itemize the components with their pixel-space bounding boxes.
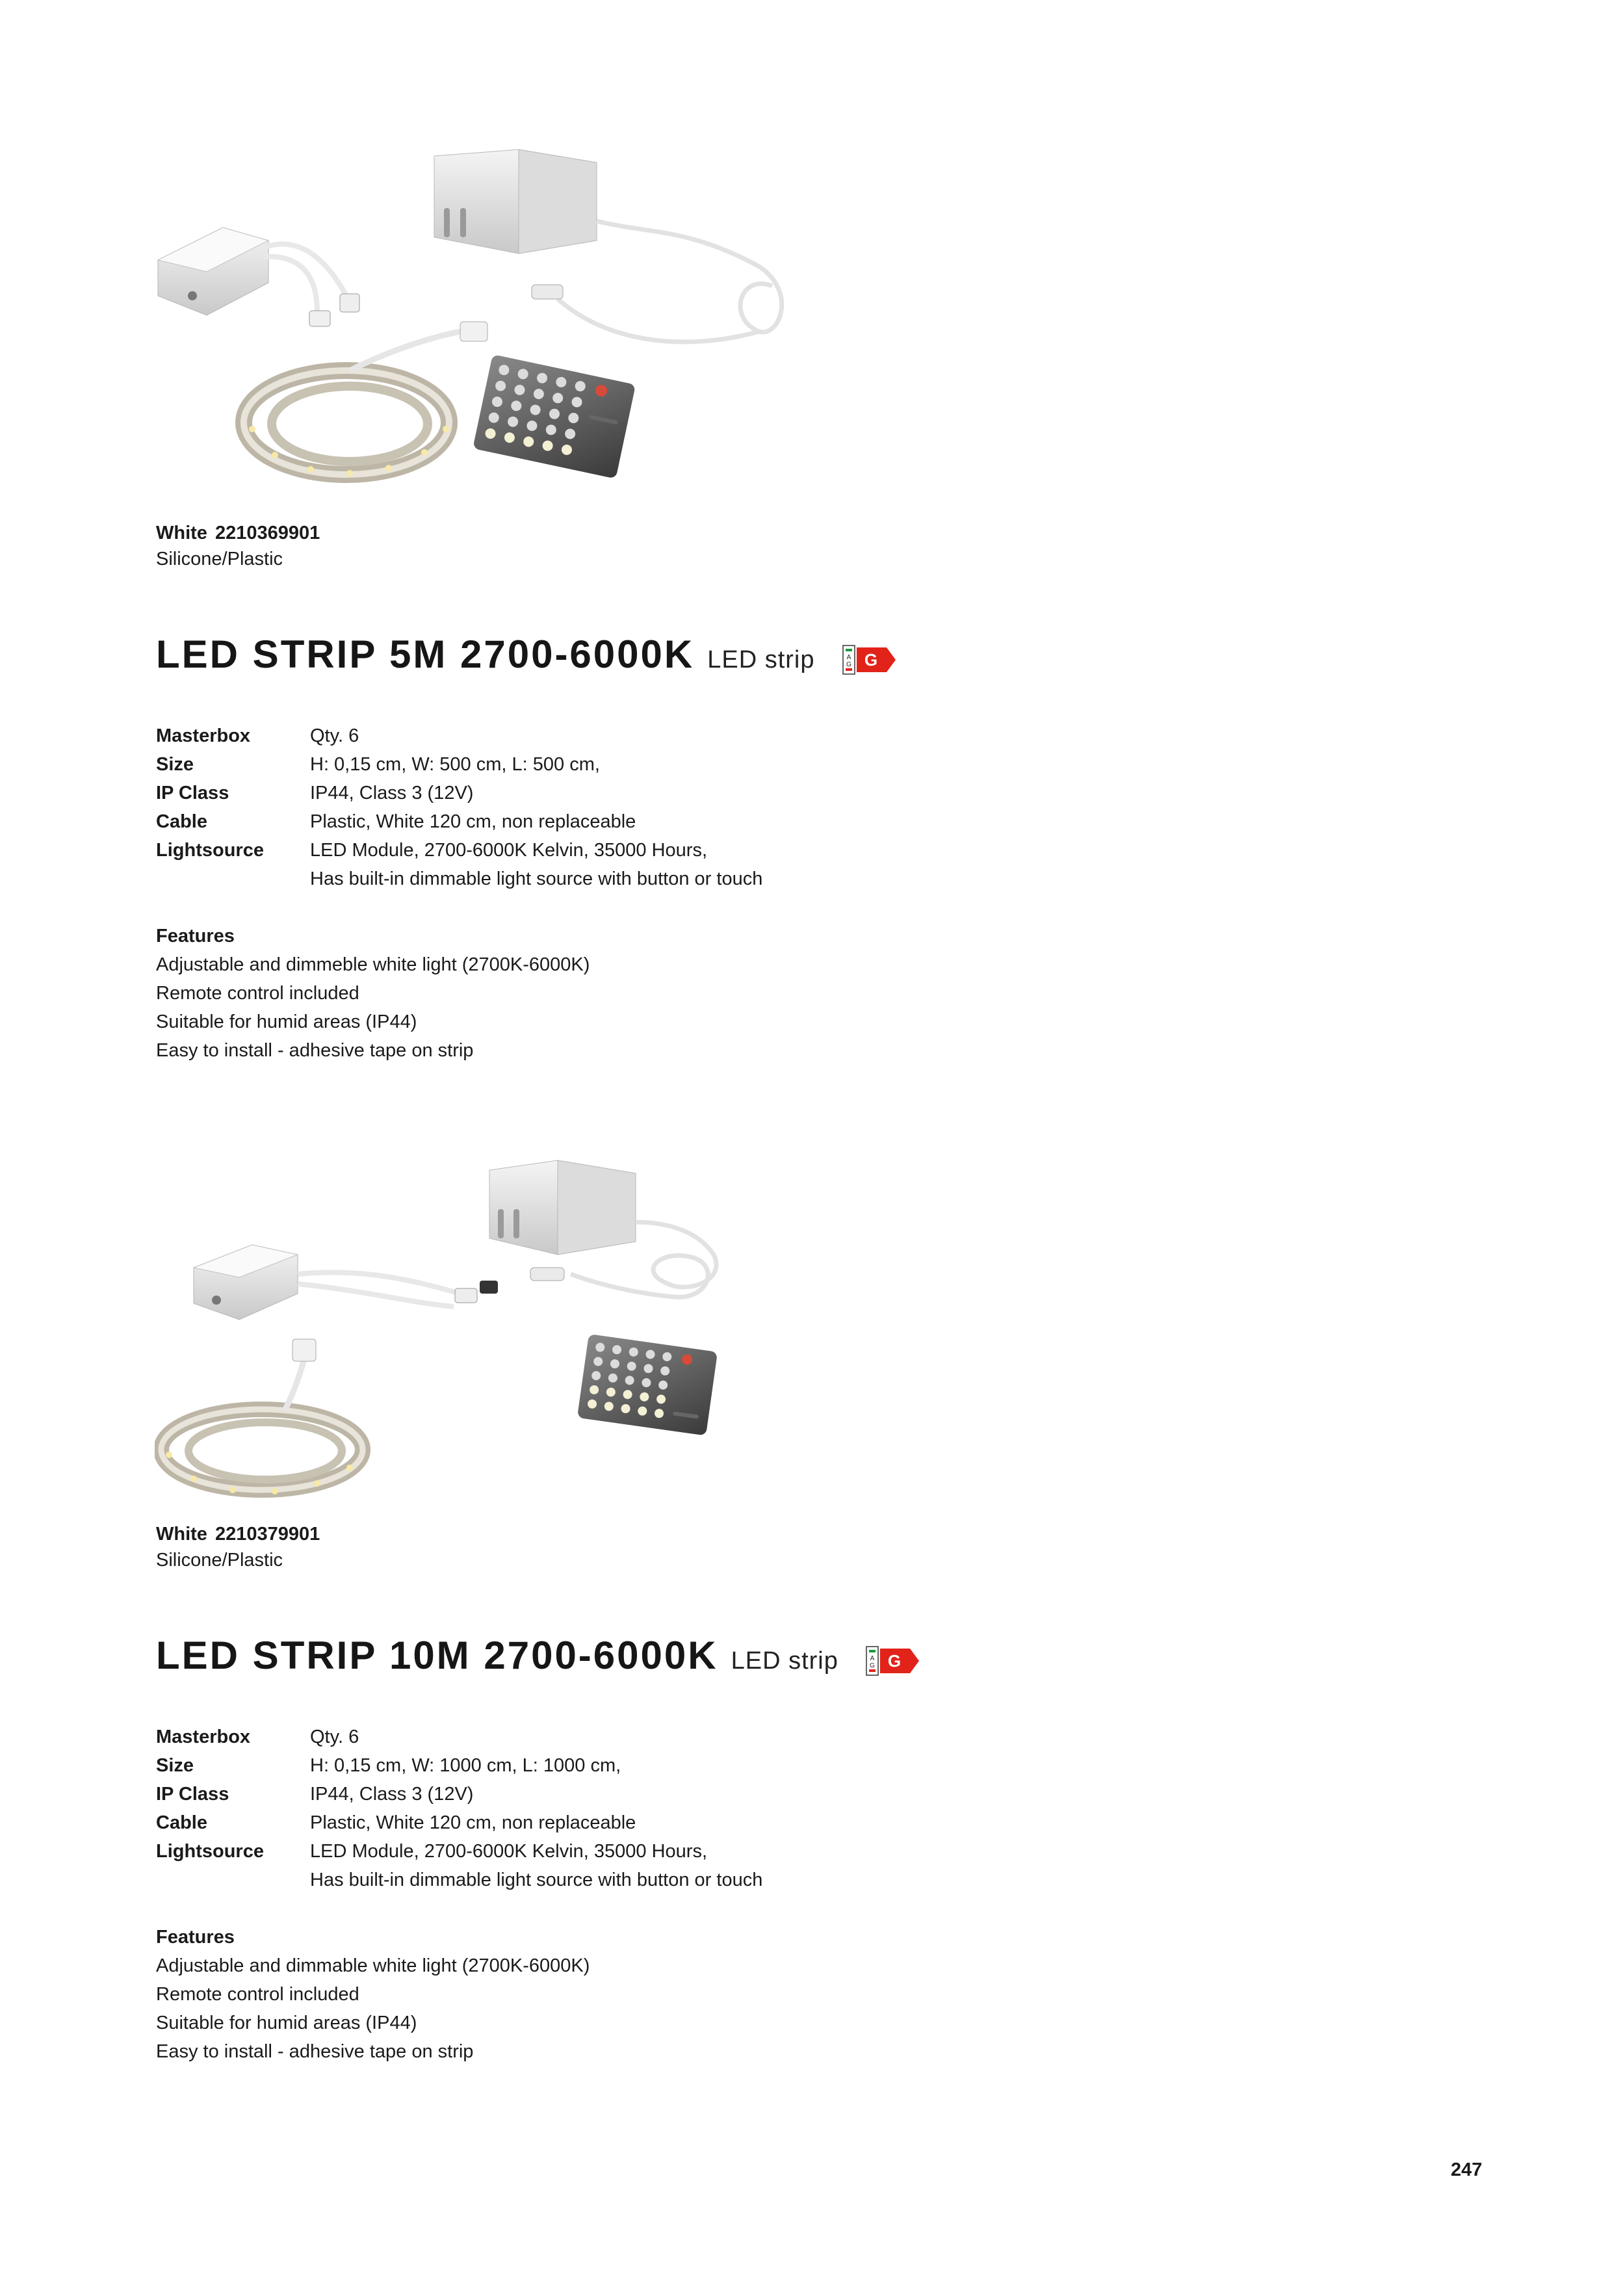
feature-item: Suitable for humid areas (IP44) xyxy=(156,2013,417,2033)
spec-value: Plastic, White 120 cm, non replaceable xyxy=(310,1812,636,1833)
features-heading: Features xyxy=(156,1927,235,1948)
spec-value: Qty. 6 xyxy=(310,1727,359,1747)
spec-row xyxy=(156,807,762,836)
feature-item: Adjustable and dimmable white light (2700K-6000K) xyxy=(156,1955,590,1976)
energy-scale-bottom: G xyxy=(846,661,851,668)
page-number: 247 xyxy=(1451,2159,1483,2180)
variant-color: White xyxy=(156,523,207,543)
variant-material: Silicone/Plastic xyxy=(156,1550,283,1571)
spec-value: IP44, Class 3 (12V) xyxy=(310,783,474,803)
feature-item: Easy to install - adhesive tape on strip xyxy=(156,1040,474,1061)
product-title: LED STRIP 10M 2700-6000K xyxy=(156,1634,718,1677)
features-heading: Features xyxy=(156,926,235,946)
product-subtitle: LED strip xyxy=(707,646,815,673)
spec-label: Lightsource xyxy=(156,840,264,861)
product-title: LED STRIP 5M 2700-6000K xyxy=(156,633,695,676)
spec-table xyxy=(156,1723,762,1894)
spec-table xyxy=(156,722,762,893)
energy-scale-top: A xyxy=(870,1655,875,1662)
spec-value: IP44, Class 3 (12V) xyxy=(310,1784,474,1805)
energy-label xyxy=(842,645,897,675)
spec-value: H: 0,15 cm, W: 500 cm, L: 500 cm, xyxy=(310,754,600,775)
features-list xyxy=(156,922,590,1065)
spec-row xyxy=(156,1780,762,1808)
variant-color: White xyxy=(156,1524,207,1545)
spec-value: H: 0,15 cm, W: 1000 cm, L: 1000 cm, xyxy=(310,1755,621,1776)
spec-label: Masterbox xyxy=(156,1727,251,1747)
energy-scale-bottom: G xyxy=(870,1662,875,1669)
feature-item: Adjustable and dimmeble white light (2700K-6000K) xyxy=(156,954,590,975)
spec-value: Qty. 6 xyxy=(310,725,359,746)
title-row xyxy=(156,632,815,684)
spec-row xyxy=(156,722,762,750)
spec-row xyxy=(156,1723,762,1751)
feature-item: Remote control included xyxy=(156,1984,359,2005)
spec-label: Size xyxy=(156,1755,194,1776)
energy-class: G xyxy=(864,650,878,670)
spec-row xyxy=(156,1751,762,1780)
feature-item: Easy to install - adhesive tape on strip xyxy=(156,2041,474,2062)
spec-label: IP Class xyxy=(156,783,229,803)
feature-item: Suitable for humid areas (IP44) xyxy=(156,1011,417,1032)
variant-material: Silicone/Plastic xyxy=(156,549,283,569)
spec-label: Size xyxy=(156,754,194,775)
feature-item: Remote control included xyxy=(156,983,359,1004)
spec-row xyxy=(156,836,762,893)
product-image xyxy=(155,1144,805,1508)
spec-value: LED Module, 2700-6000K Kelvin, 35000 Hours, Has built-in dimmable light source with button or touch xyxy=(310,840,763,889)
spec-row xyxy=(156,779,762,807)
energy-label xyxy=(866,1646,920,1676)
product-image xyxy=(155,143,805,507)
energy-scale-top: A xyxy=(846,654,851,661)
article-number: 2210379901 xyxy=(214,1524,320,1545)
spec-label: Masterbox xyxy=(156,725,251,746)
spec-label: IP Class xyxy=(156,1784,229,1805)
features-list xyxy=(156,1923,590,2066)
variant-info xyxy=(156,520,320,572)
spec-label: Lightsource xyxy=(156,1841,264,1862)
article-number: 2210369901 xyxy=(214,523,320,543)
spec-row xyxy=(156,1837,762,1894)
product-subtitle: LED strip xyxy=(731,1647,838,1675)
spec-label: Cable xyxy=(156,811,207,832)
variant-info xyxy=(156,1521,320,1573)
spec-value: Plastic, White 120 cm, non replaceable xyxy=(310,811,636,832)
spec-row xyxy=(156,1808,762,1837)
energy-class: G xyxy=(887,1651,902,1671)
spec-row xyxy=(156,750,762,779)
spec-label: Cable xyxy=(156,1812,207,1833)
spec-value: LED Module, 2700-6000K Kelvin, 35000 Hours, Has built-in dimmable light source with button or touch xyxy=(310,1841,763,1890)
title-row xyxy=(156,1633,838,1685)
